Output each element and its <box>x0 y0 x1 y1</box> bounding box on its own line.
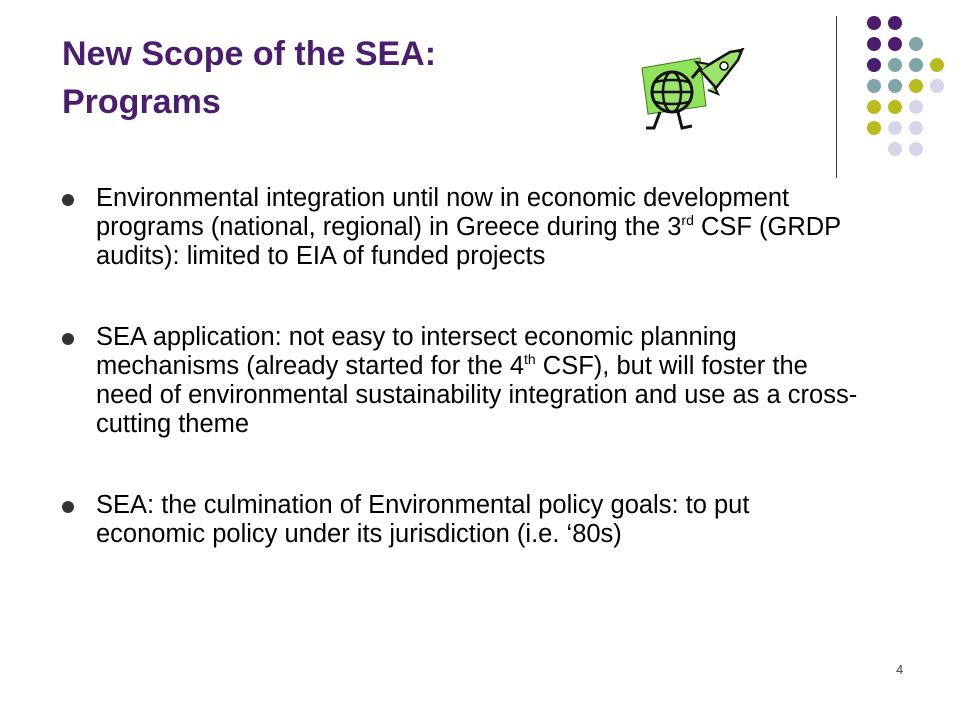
bullet-dot-icon <box>62 501 74 513</box>
slide-title <box>62 30 622 126</box>
bullet-list <box>60 184 860 601</box>
title-line-1: New Scope of the SEA: <box>62 35 437 73</box>
bullet-item-1 <box>60 184 860 271</box>
title-line-2: Programs <box>62 83 221 121</box>
page-number: 4 <box>896 662 904 677</box>
bullet-item-2 <box>60 323 860 439</box>
bullet-text: SEA: the culmination of Environmental policy goals: to put economic policy under its jurisdiction (i.e. ‘80s) <box>96 491 750 548</box>
decorative-dot-grid <box>860 10 960 160</box>
globe-rocket-icon <box>638 48 748 140</box>
bullet-dot-icon <box>62 194 74 206</box>
header-divider <box>836 16 837 178</box>
bullet-text: SEA application: not easy to intersect economic planning mechanisms (already started for the 4th CSF), but will foster the need of environmental sustainability integration and use as a cross-cutting theme <box>96 323 858 438</box>
bullet-dot-icon <box>62 333 74 345</box>
bullet-item-3 <box>60 491 860 549</box>
bullet-text: Environmental integration until now in economic development programs (national, regional) in Greece during the 3rd CSF (GRDP audits): limited to EIA of funded projects <box>96 184 841 270</box>
